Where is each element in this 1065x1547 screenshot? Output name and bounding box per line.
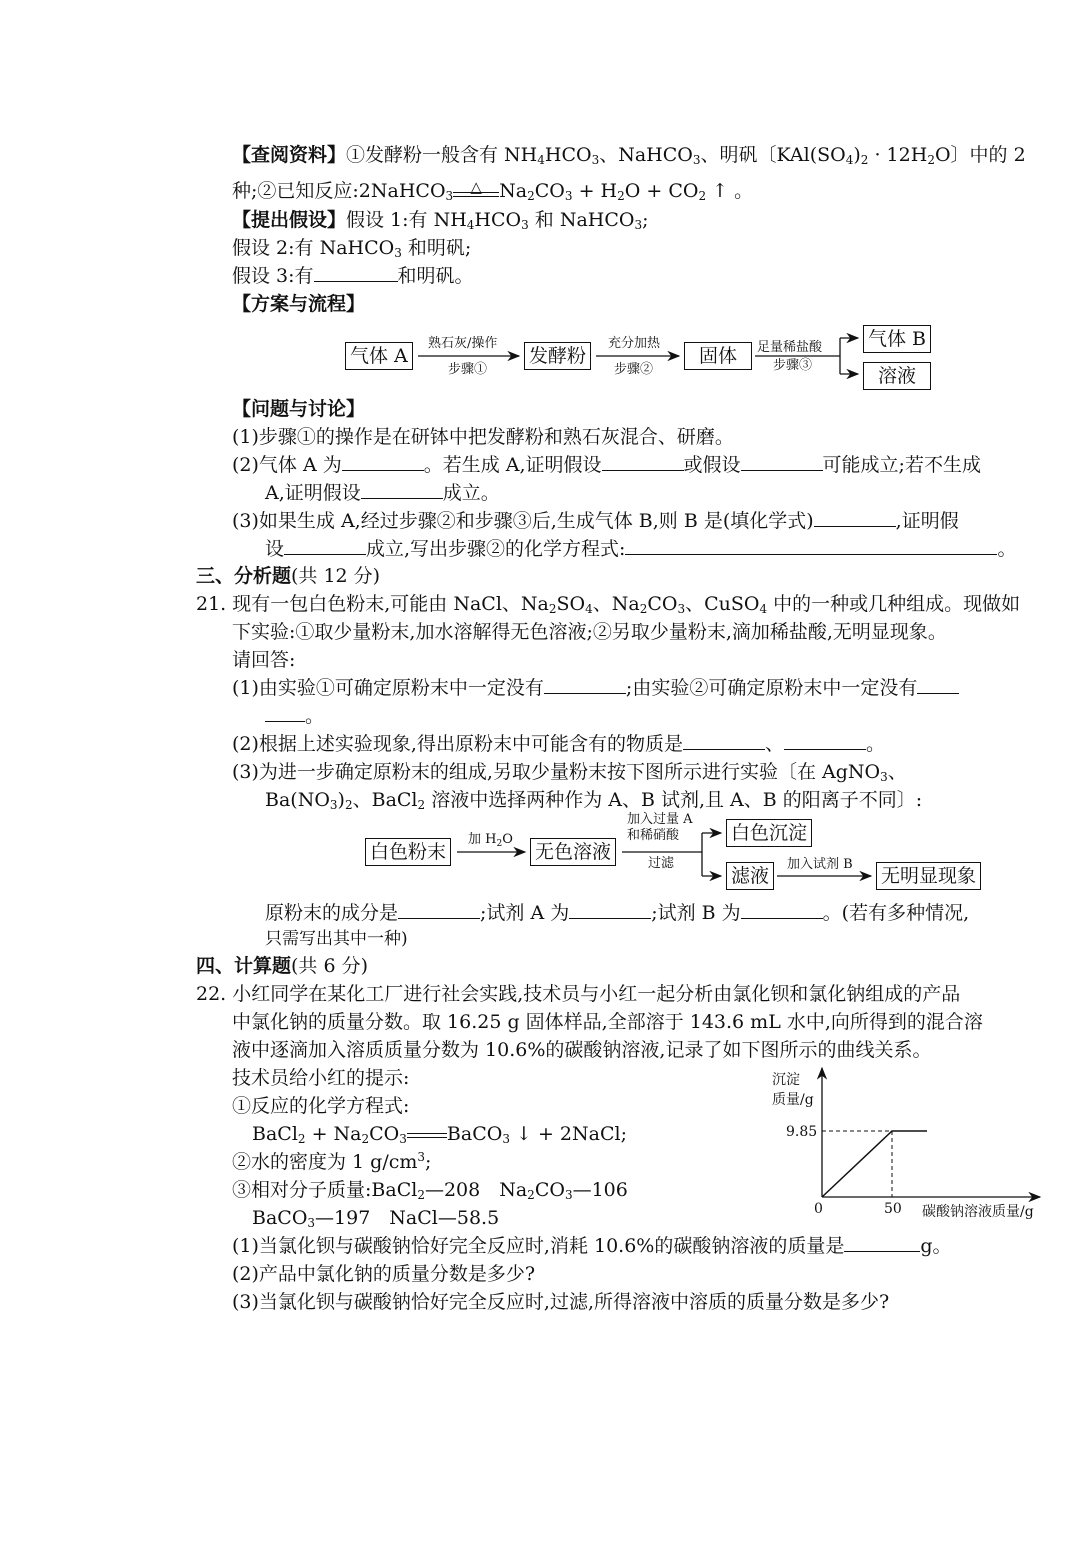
q-text: ;试剂 B 为 [651,902,741,924]
q-text: —106 [572,1179,628,1201]
q21-part-3: (3)为进一步确定原粉末的组成,另取少量粉末按下图所示进行实验〔在 AgNO$_3$、 [232,761,907,784]
q-text: ; [425,1151,432,1173]
q21-line-1: 21. 现有一包白色粉末,可能由 NaCl、$Na_2SO_4$、$Na_2CO_3$、CuSO$_4$ 中的一种或几种组成。现做如 [196,593,1021,616]
q-text: BaCO [252,1207,308,1229]
q-text: (1)当氯化钡与碳酸钠恰好完全反应时,消耗 10.6%的碳酸钠溶液的质量是 [232,1235,845,1257]
section-score: (共 12 分) [291,565,381,587]
d-text: (2)气体 A 为 [232,454,342,476]
q-text: ;试剂 A 为 [480,902,570,924]
flow-gas-a: 气体 A [345,342,413,370]
step3-reagent: 足量稀盐酸 [757,340,823,355]
chart-y-tick: 9.85 [786,1124,818,1140]
ref-text: CO [534,180,565,202]
q21-part-3b: $Ba(NO_3)_2$、BaCl$_2$ 溶液中选择两种作为 A、B 试剂,且 A、B 的阳离子不同〕: [265,789,923,812]
flow-colorless-solution: 无色溶液 [530,838,616,866]
q-text: —197 NaCl—58.5 [315,1207,500,1229]
q22-hint-3: ③相对分子质量:BaCl$_2$—208 $Na_2CO_3—106$ [232,1179,628,1202]
heat-condition: △ [470,178,482,196]
q-text: ;由实验②可确定原粉末中一定没有 [625,677,918,699]
section-title: 四、计算题 [196,955,292,977]
section-score: (共 6 分) [291,955,369,977]
q-text: 溶液中选择两种作为 A、B 试剂,且 A、B 的阳离子不同〕: [425,789,923,811]
q22-hint-2: ②水的密度为 1 $g/cm^3$; [232,1150,432,1173]
ref-text: + H [572,180,618,202]
question-number: 21. [196,593,227,615]
q-text: CO [534,1179,565,1201]
q-text: g。 [920,1235,952,1257]
q-text: 、 [887,761,907,783]
q22-hint-4: BaCO$_3$—197 NaCl—58.5 [252,1207,500,1230]
q-text: ) [337,789,345,811]
q-text: 、BaCl [352,789,418,811]
answer-blank[interactable] [844,1233,920,1252]
q21-line-2: 下实验:①取少量粉末,加水溶解得无色溶液;②另取少量粉末,滴加稀盐酸,无明显现象。 [232,621,947,643]
q-text: (2)根据上述实验现象,得出原粉末中可能含有的物质是 [232,733,683,755]
q21-line-3: 请回答: [232,649,296,671]
eq-text: BaCl [252,1123,298,1145]
hyp-text: ; [642,209,649,231]
q-text: 、 [764,733,784,755]
hyp-title: 【提出假设】 [232,209,347,231]
hyp-text: 假设 1:有 NH [346,209,467,231]
q22-hint-1: ①反应的化学方程式: [232,1095,410,1117]
ref-title: 【查阅资料】 [232,144,347,166]
d-text: A,证明假设 [265,482,361,504]
q22-equation: BaCl$_2$ + $Na_2CO_3$ BaCO$_3$ ↓ + 2NaCl; [252,1123,627,1146]
ref-text: O + CO [624,180,699,202]
q21-answer-note: 只需写出其中一种) [265,929,408,949]
q-text: 。 [305,705,325,727]
ref-text: Na [499,180,528,202]
flow-gas-b: 气体 B [863,325,931,353]
section-title: 三、分析题 [196,565,292,587]
chart-xlabel: 碳酸钠溶液质量/g [922,1204,1034,1220]
step1-reagent: 熟石灰/操作 [428,336,498,351]
flow-solution: 溶液 [863,362,931,390]
ref-text: HCO [544,144,592,166]
ref-text: ①发酵粉一般含有 NH [346,144,538,166]
hyp-text: HCO [474,209,522,231]
chart-x-tick: 50 [884,1201,902,1217]
q-text: 原粉末的成分是 [265,902,399,924]
hyp-text: 假设 2:有 NaHCO [232,237,395,259]
q-text: 小红同学在某化工厂进行社会实践,技术员与小红一起分析由氯化钡和氯化钠组成的产品 [232,983,961,1005]
q22-part-3: (3)当氯化钡与碳酸钠恰好完全反应时,过滤,所得溶液中溶质的质量分数是多少? [232,1291,890,1313]
ref-text: ↑ 。 [706,180,754,202]
d-text: (3)如果生成 A,经过步骤②和步骤③后,生成气体 B,则 B 是(填化学式) [232,510,814,532]
q-text: 现有一包白色粉末,可能由 NaCl、Na [232,593,549,615]
q-text: 、Na [592,593,640,615]
chart-ylabel-2: 质量/g [772,1092,814,1108]
q22-line-2: 中氯化钠的质量分数。取 16.25 g 固体样品,全部溶于 143.6 mL 水中,向所得到的混合溶 [232,1011,983,1033]
eq-text: ↓ + 2NaCl; [509,1123,627,1145]
d-text: 或假设 [683,454,741,476]
flow-add-a: 加入过量 A [627,812,693,827]
q-text: ②水的密度为 1 g/cm [232,1151,418,1173]
q-text: SO [556,593,586,615]
d-text: 成立,写出步骤②的化学方程式: [366,538,626,560]
q-text: 。 [865,733,885,755]
q-text: Ba(NO [265,789,330,811]
precipitate-curve [822,1131,927,1197]
eq-text: + Na [305,1123,362,1145]
add-water-text: 加 H [468,832,497,847]
ref-line-2: 种;②已知反应:2NaHCO$_3$ △ $Na_2CO_3 + H_2O + CO_2$ ↑ 。 [232,178,753,204]
ref-text: · 12H [868,144,928,166]
flow-white-powder: 白色粉末 [365,838,451,866]
q-text: 。(若有多种情况, [822,902,970,924]
plan-title: 【方案与流程】 [232,293,366,315]
q-text: (1)由实验①可确定原粉末中一定没有 [232,677,544,699]
d-text: 。若生成 A,证明假设 [423,454,602,476]
flow-filtrate: 滤液 [726,862,774,890]
chart-ylabel-1: 沉淀 [772,1072,800,1088]
hyp-text: 假设 3:有 [232,265,314,287]
ref-text: 种;②已知反应:2NaHCO [232,180,446,202]
flow-add-water: 加 $H_2O$ [468,832,513,849]
d-text: 。 [997,538,1017,560]
flow-add-b: 加入试剂 B [787,857,853,872]
eq-text: CO [369,1123,400,1145]
q-text: 中的一种或几种组成。现做如 [767,593,1021,615]
hypothesis-1: 【提出假设】假设 1:有 $NH_4HCO_3$ 和 NaHCO$_3$; [232,209,649,232]
ref-text: O〕中的 2 [934,144,1026,166]
ref-line-1: 【查阅资料】①发酵粉一般含有 $NH_4HCO_3$、NaHCO$_3$、明矾〔$KAl(SO_4)_2 \cdot 12H_2O$〕中的 2 [232,144,1026,167]
d-text: ,证明假 [895,510,959,532]
q-text: ③相对分子质量:BaCl [232,1179,418,1201]
step1-label: 步骤① [448,362,488,377]
q-text: CO [647,593,678,615]
flow-filter: 过滤 [648,856,675,871]
flow-dilute-nitric: 和稀硝酸 [627,828,680,843]
flow-no-change: 无明显现象 [876,862,981,890]
q-text: 、CuSO [685,593,760,615]
ref-text: 、NaHCO [599,144,693,166]
hyp-text: 和 NaHCO [528,209,635,231]
add-water-text: O [502,832,513,847]
q-text: (3)为进一步确定原粉末的组成,另取少量粉末按下图所示进行实验〔在 AgNO [232,761,881,783]
discussion-1: (1)步骤①的操作是在研钵中把发酵粉和熟石灰混合、研磨。 [232,426,734,448]
eq-text: BaCO [446,1123,503,1145]
flow-baking-powder: 发酵粉 [524,342,591,370]
q22-hint: 技术员给小红的提示: [232,1067,410,1089]
discussion-title: 【问题与讨论】 [232,398,366,420]
q-text: —208 Na [424,1179,528,1201]
q22-line-3: 液中逐滴加入溶质质量分数为 10.6%的碳酸钠溶液,记录了如下图所示的曲线关系。 [232,1039,932,1061]
q22-part-2: (2)产品中氯化钠的质量分数是多少? [232,1263,536,1285]
question-number: 22. [196,983,227,1005]
d-text: 成立。 [442,482,500,504]
ref-text: ) [853,144,861,166]
step3-label: 步骤③ [773,358,813,373]
q22-part-1 [232,1233,952,1259]
ref-text: 、明矾〔KAl(SO [700,144,846,166]
flow-solid: 固体 [684,342,752,370]
hypothesis-2: 假设 2:有 NaHCO$_3$ 和明矾; [232,237,472,260]
hyp-text: 和明矾; [401,237,472,259]
step2-label: 步骤② [614,362,654,377]
flow-white-precipitate: 白色沉淀 [726,819,812,847]
chart-origin: 0 [814,1201,823,1217]
hyp-text: 和明矾。 [397,265,474,287]
step2-condition: 充分加热 [608,336,661,351]
d-text: 可能成立;若不生成 [822,454,981,476]
d-text: 设 [265,538,285,560]
